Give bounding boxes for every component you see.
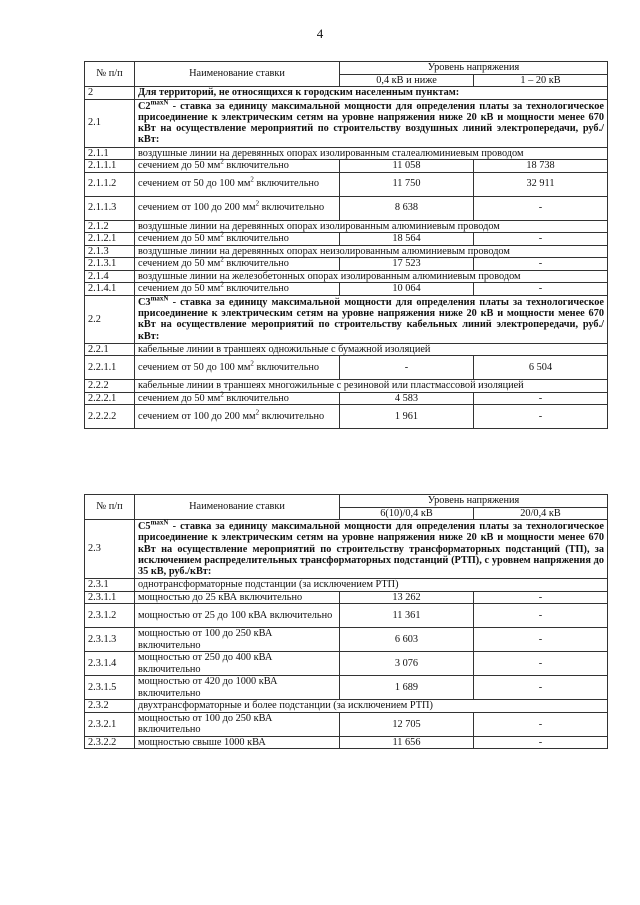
row-label-post: включительно [223, 233, 289, 245]
table-row [85, 258, 608, 271]
table-row [85, 160, 608, 173]
col-header-level: Уровень напряжения [340, 495, 608, 508]
row-number: 2.1.2.1 [85, 233, 135, 246]
rates-table-1 [84, 61, 608, 429]
row-label [135, 172, 340, 196]
row-number: 2.1.2 [85, 220, 135, 233]
row-label-post: включительно [259, 202, 325, 214]
rate-description-row [85, 295, 608, 343]
row-label-post: включительно [223, 392, 289, 404]
row-label [135, 255, 340, 271]
group-row [85, 380, 608, 393]
group-label: воздушные линии на деревянных опорах изолированным алюминиевым проводом [135, 220, 608, 233]
value-a: 10 064 [340, 283, 474, 296]
rate-text: - ставка за единицу максимальной мощности для определения платы за технологическое присоединение к электрическим сетям на уровне напряжения ниже 20 кВ и мощности менее 670 кВт на осуществление мероприятий по строительству кабельных линий электропередачи, руб./кВт: [138, 296, 605, 342]
row-label-sup: 2 [250, 359, 254, 368]
row-label [135, 392, 340, 405]
row-number: 2.1.1.1 [85, 160, 135, 173]
table-row [85, 604, 608, 628]
row-label-text: сечением до 50 мм [138, 233, 221, 245]
row-label-text: сечением до 50 мм [138, 160, 221, 172]
rate-description [135, 520, 608, 579]
row-number: 2.1.3 [85, 245, 135, 258]
value-a: 17 523 [340, 258, 474, 271]
page-number: 4 [316, 26, 324, 41]
row-label-text: мощностью до 25 кВА включительно [138, 591, 303, 603]
rate-description [135, 295, 608, 343]
value-b: 32 911 [474, 172, 608, 196]
group-label: воздушные линии на деревянных опорах неизолированным алюминиевым проводом [135, 245, 608, 258]
row-label-text: мощностью свыше 1000 кВА [138, 736, 266, 748]
row-label [135, 628, 340, 652]
row-number: 2.1.4 [85, 270, 135, 283]
row-label-text: мощностью от 250 до 400 кВА включительно [138, 652, 273, 675]
row-label [135, 652, 340, 676]
row-label-sup: 2 [255, 200, 260, 209]
table-header-row [85, 62, 608, 75]
col-header-num: № п/п [85, 62, 135, 87]
group-label: кабельные линии в траншеях одножильные с бумажной изоляцией [135, 343, 608, 356]
value-a: 4 583 [340, 392, 474, 405]
row-number: 2.3.1.1 [85, 591, 135, 604]
row-label-text: сечением от 100 до 200 мм [138, 202, 256, 214]
col-header-b: 1 – 20 кВ [474, 74, 608, 87]
group-label: воздушные линии на деревянных опорах изолированным сталеалюминиевым проводом [135, 147, 608, 160]
value-a: 8 638 [340, 196, 474, 220]
row-label-sup: 2 [220, 230, 224, 239]
row-label [135, 604, 340, 628]
table-row [85, 392, 608, 405]
row-label-text: сечением до 50 мм [138, 258, 221, 270]
col-header-num: № п/п [85, 495, 135, 520]
value-b: - [474, 712, 608, 736]
row-number: 2.2.2.2 [85, 405, 135, 429]
col-header-a: 6(10)/0,4 кВ [340, 507, 474, 520]
row-label-text: мощностью от 100 до 250 кВА включительно [138, 712, 273, 736]
row-number: 2.3.2.1 [85, 712, 135, 736]
row-number: 2.3.2.2 [85, 736, 135, 749]
rate-description-row [85, 99, 608, 147]
table-row [85, 712, 608, 736]
row-number: 2.1.4.1 [85, 283, 135, 296]
row-label-text: мощностью от 25 до 100 кВА включительно [138, 610, 333, 622]
rate-code-sup: maxN [150, 294, 169, 303]
value-b: - [474, 604, 608, 628]
value-b: 18 738 [474, 160, 608, 173]
value-a: 11 361 [340, 604, 474, 628]
value-b: 6 504 [474, 356, 608, 380]
row-number: 2.2 [85, 295, 135, 343]
rate-code-sup: maxN [150, 518, 169, 527]
row-label-text: мощностью от 420 до 1000 кВА включительно [138, 676, 278, 699]
value-a: 12 705 [340, 712, 474, 736]
row-number: 2.2.1.1 [85, 356, 135, 380]
row-number: 2.3.1.4 [85, 652, 135, 676]
row-number: 2.3.1.2 [85, 604, 135, 628]
group-row [85, 270, 608, 283]
value-b: - [474, 392, 608, 405]
rate-description-row [85, 520, 608, 579]
col-header-level: Уровень напряжения [340, 62, 608, 75]
row-number: 2.1.3.1 [85, 258, 135, 271]
row-label [135, 405, 340, 429]
table-row [85, 172, 608, 196]
table-row [85, 356, 608, 380]
table-row [85, 736, 608, 749]
col-header-name: Наименование ставки [135, 495, 340, 520]
row-label-post: включительно [253, 362, 320, 374]
value-a: 11 750 [340, 172, 474, 196]
row-number: 2.2.2 [85, 380, 135, 393]
value-a: - [340, 356, 474, 380]
row-label [135, 736, 340, 749]
value-b: - [474, 628, 608, 652]
value-a: 18 564 [340, 233, 474, 246]
rate-code: C3 [138, 296, 151, 308]
value-b: - [474, 405, 608, 429]
row-label [135, 230, 340, 246]
row-number: 2.3.1 [85, 579, 135, 592]
row-number: 2.1.1.3 [85, 196, 135, 220]
table-row [85, 628, 608, 652]
group-row [85, 147, 608, 160]
row-number: 2.1.1.2 [85, 172, 135, 196]
row-label-text: сечением от 50 до 100 мм [138, 362, 251, 374]
value-a: 1 689 [340, 676, 474, 700]
row-number: 2.2.2.1 [85, 392, 135, 405]
row-number: 2.1 [85, 99, 135, 147]
row-label-text: мощностью от 100 до 250 кВА включительно [138, 628, 273, 651]
value-b: - [474, 591, 608, 604]
row-label [135, 196, 340, 220]
row-number: 2.3.1.3 [85, 628, 135, 652]
row-label-sup: 2 [220, 255, 224, 264]
rate-text: - ставка за единицу максимальной мощности для определения платы за технологическое присоединение к электрическим сетям на уровне напряжения ниже 20 кВ и мощности менее 670 кВт на осуществление мероприятий по строительству воздушных линий электропередачи, руб./кВт: [138, 100, 605, 146]
row-label [135, 712, 340, 736]
rate-description [135, 99, 608, 147]
col-header-a: 0,4 кВ и ниже [340, 74, 474, 87]
value-a: 1 961 [340, 405, 474, 429]
value-b: - [474, 676, 608, 700]
group-row [85, 700, 608, 713]
row-label [135, 157, 340, 173]
table-row [85, 233, 608, 246]
value-a: 11 656 [340, 736, 474, 749]
group-label: воздушные линии на железобетонных опорах изолированным алюминиевым проводом [135, 270, 608, 283]
section-number: 2 [85, 87, 135, 100]
table-row [85, 591, 608, 604]
value-a: 11 058 [340, 160, 474, 173]
value-b: - [474, 196, 608, 220]
row-number: 2.3.2 [85, 700, 135, 713]
value-a: 13 262 [340, 591, 474, 604]
group-label: двухтрансформаторные и более подстанции (за исключением РТП) [135, 700, 608, 713]
group-label: однотрансформаторные подстанции (за исключением РТП) [135, 579, 608, 592]
rate-code: C2 [138, 100, 151, 112]
value-a: 6 603 [340, 628, 474, 652]
row-label-sup: 2 [250, 176, 254, 185]
value-b: - [474, 283, 608, 296]
row-label [135, 591, 340, 604]
row-label-post: включительно [259, 411, 325, 423]
row-label-post: включительно [253, 178, 320, 190]
section-title: Для территорий, не относящихся к городским населенным пунктам: [135, 87, 608, 100]
col-header-name: Наименование ставки [135, 62, 340, 87]
col-header-b: 20/0,4 кВ [474, 507, 608, 520]
rate-text: - ставка за единицу максимальной мощности для определения платы за технологическое присоединение к электрическим сетям на уровне напряжения ниже 20 кВ и мощности менее 670 кВт на осуществление мероприятий по строительству трансформаторных подстанций (ТП), за исключением распределительных трансформаторных подстанций (РТП), с уровнем напряжения до 35 кВ, руб./кВт: [138, 521, 605, 578]
value-b: - [474, 258, 608, 271]
row-label-text: сечением от 50 до 100 мм [138, 178, 251, 190]
table-row [85, 652, 608, 676]
row-label [135, 676, 340, 700]
rates-table-2 [84, 494, 608, 749]
group-row [85, 579, 608, 592]
group-row [85, 220, 608, 233]
group-label: кабельные линии в траншеях многожильные с резиновой или пластмассовой изоляцией [135, 380, 608, 393]
group-row [85, 343, 608, 356]
row-label-sup: 2 [220, 390, 224, 399]
row-label-text: сечением до 50 мм [138, 392, 221, 404]
row-label-post: включительно [223, 283, 289, 295]
rate-code-sup: maxN [150, 98, 169, 107]
group-row [85, 245, 608, 258]
value-b: - [474, 736, 608, 749]
table-row [85, 676, 608, 700]
row-number: 2.1.1 [85, 147, 135, 160]
rate-code: C5 [138, 521, 151, 532]
value-a: 3 076 [340, 652, 474, 676]
row-label-text: сечением от 100 до 200 мм [138, 411, 256, 423]
row-number: 2.3 [85, 520, 135, 579]
row-label [135, 356, 340, 380]
row-label-sup: 2 [220, 157, 224, 166]
value-b: - [474, 233, 608, 246]
row-number: 2.3.1.5 [85, 676, 135, 700]
row-label-post: включительно [223, 258, 289, 270]
table-row [85, 196, 608, 220]
row-label-sup: 2 [255, 408, 260, 417]
row-label-text: сечением до 50 мм [138, 283, 221, 295]
row-label-sup: 2 [220, 280, 224, 289]
table-row [85, 405, 608, 429]
value-b: - [474, 652, 608, 676]
row-label-post: включительно [223, 160, 289, 172]
row-number: 2.2.1 [85, 343, 135, 356]
table-header-row [85, 495, 608, 508]
